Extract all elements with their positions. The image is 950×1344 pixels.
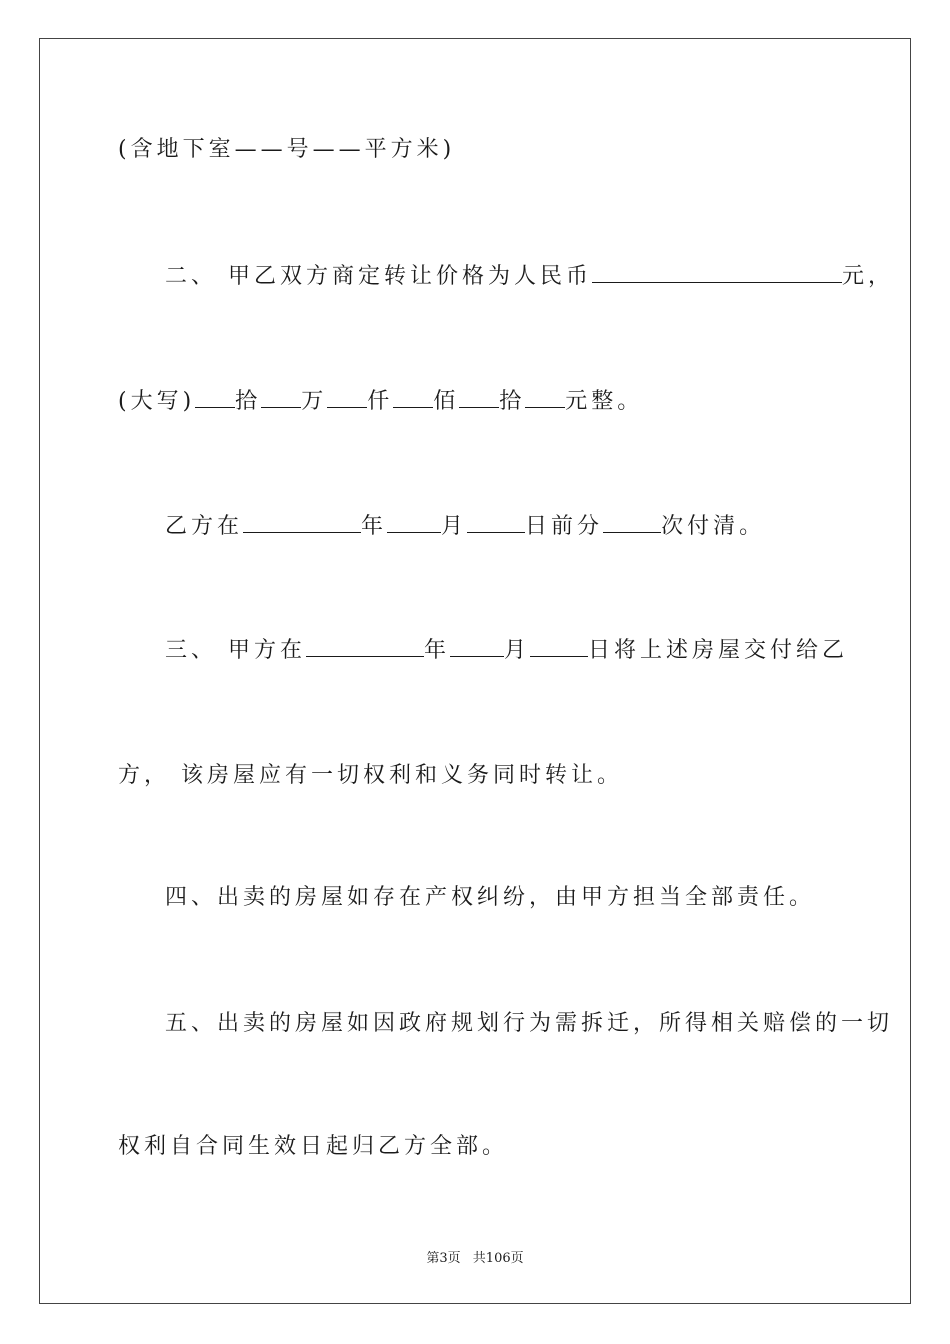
basement-area-line: (含地下室——号——平方米) — [118, 137, 456, 162]
amount-blank — [327, 387, 367, 408]
clause-2-suffix: 元， — [842, 264, 895, 289]
clause-3-continuation: 方， 该房屋应有一切权利和义务同时转让。 — [118, 763, 623, 788]
amount-blank — [525, 387, 565, 408]
clause-4: 四、出卖的房屋如存在产权纠纷，由甲方担当全部责任。 — [165, 885, 816, 910]
month-label: 月 — [504, 638, 531, 663]
payment-line — [165, 512, 765, 541]
year-blank — [243, 512, 361, 533]
clause-5-continuation: 权利自合同生效日起归乙方全部。 — [118, 1134, 509, 1159]
times-label: 次付清。 — [661, 514, 766, 539]
page-total: 共106页 — [472, 1251, 524, 1266]
unit-label: 拾 — [235, 389, 262, 414]
amount-blank — [261, 387, 301, 408]
payment-prefix: 乙方在 — [165, 514, 244, 539]
clause-2-price-line — [165, 262, 894, 291]
capital-amount-line — [118, 387, 643, 416]
unit-label: 仟 — [367, 389, 394, 414]
amount-blank — [195, 387, 235, 408]
day-label: 日前分 — [525, 514, 604, 539]
capital-prefix: (大写) — [118, 389, 196, 414]
amount-blank — [393, 387, 433, 408]
clause-3-suffix: 日将上述房屋交付给乙 — [588, 638, 849, 663]
page-footer — [0, 1247, 950, 1266]
unit-label: 拾 — [499, 389, 526, 414]
month-label: 月 — [441, 514, 468, 539]
clause-2-text: 二、 甲乙双方商定转让价格为人民币 — [165, 264, 592, 289]
clause-3-prefix: 三、 甲方在 — [165, 638, 306, 663]
day-blank — [467, 512, 525, 533]
times-blank — [603, 512, 661, 533]
unit-label: 万 — [301, 389, 328, 414]
capital-ending: 元整。 — [565, 389, 644, 414]
amount-blank — [459, 387, 499, 408]
price-blank — [592, 262, 842, 283]
year-label: 年 — [361, 514, 388, 539]
page-border — [39, 38, 911, 1304]
page-number: 第3页 — [426, 1251, 461, 1266]
year-blank — [306, 636, 424, 657]
day-blank — [530, 636, 588, 657]
month-blank — [387, 512, 441, 533]
clause-3-line — [165, 636, 848, 665]
month-blank — [450, 636, 504, 657]
unit-label: 佰 — [433, 389, 460, 414]
year-label: 年 — [424, 638, 451, 663]
clause-5: 五、出卖的房屋如因政府规划行为需拆迁，所得相关赔偿的一切 — [165, 1011, 894, 1036]
